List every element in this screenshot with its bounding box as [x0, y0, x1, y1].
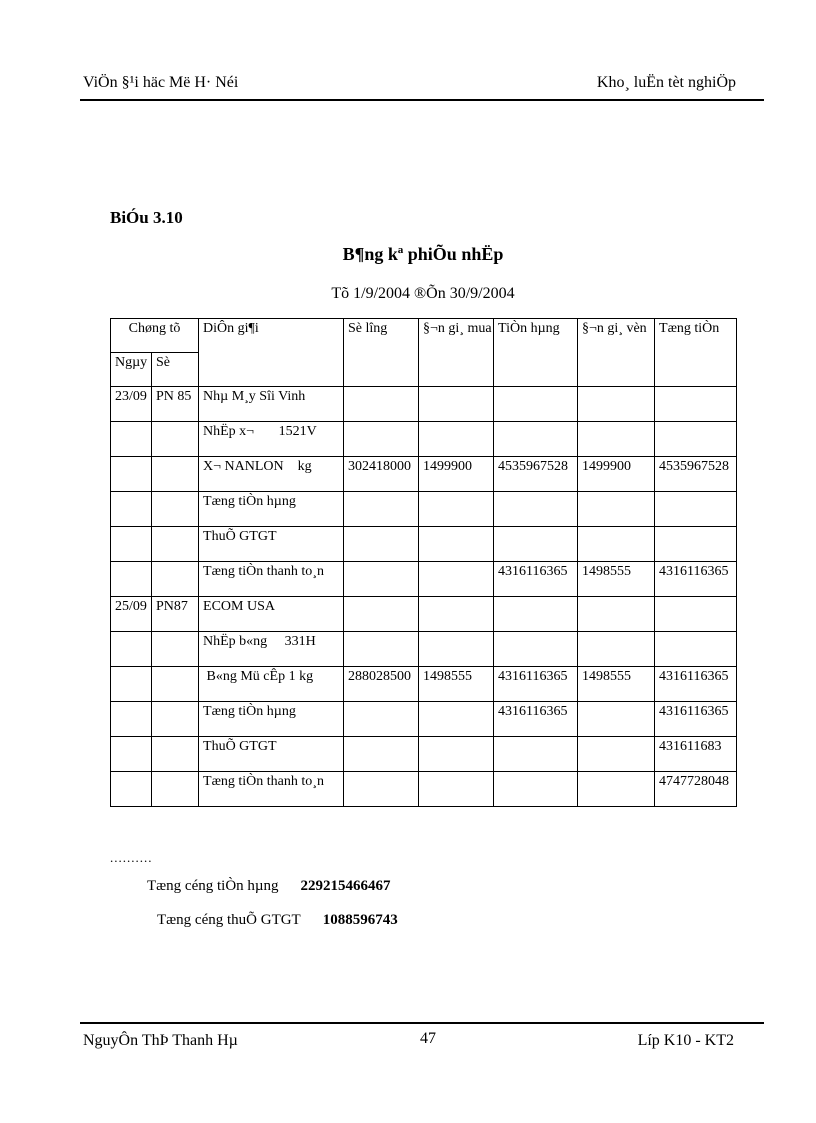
- total-goods-line: [147, 878, 391, 895]
- cell-don-gia-mua: [419, 527, 494, 562]
- cell-so: [152, 562, 199, 597]
- cell-so-luong: [344, 562, 419, 597]
- table-row: [111, 422, 737, 457]
- cell-so-luong: [344, 527, 419, 562]
- cell-dien-giai: NhËp x¬ 1521V: [199, 422, 344, 457]
- table-row: [111, 597, 737, 632]
- cell-dien-giai: ECOM USA: [199, 597, 344, 632]
- cell-ngay: 23/09: [111, 387, 152, 422]
- cell-don-gia-von: 1498555: [578, 562, 655, 597]
- total-vat-label: Tæng céng thuÕ GTGT: [157, 912, 301, 928]
- cell-don-gia-von: [578, 632, 655, 667]
- table-row: [111, 527, 737, 562]
- header-divider: [80, 99, 764, 101]
- cell-so-luong: 302418000: [344, 457, 419, 492]
- cell-don-gia-mua: 1499900: [419, 457, 494, 492]
- cell-so: PN 85: [152, 387, 199, 422]
- cell-tong-tien: 4747728048: [655, 772, 737, 807]
- table-date-range: Tõ 1/9/2004 ®Õn 30/9/2004: [331, 285, 515, 302]
- cell-tien-hang: [494, 772, 578, 807]
- cell-don-gia-mua: [419, 492, 494, 527]
- cell-don-gia-mua: [419, 387, 494, 422]
- ellipsis-marker: ..........: [110, 850, 153, 865]
- header-tong-tien: Tæng tiÒn: [655, 319, 737, 387]
- cell-so-luong: [344, 702, 419, 737]
- cell-tien-hang: [494, 737, 578, 772]
- cell-ngay: [111, 492, 152, 527]
- header-institution: ViÖn §¹i häc Më H· Néi: [83, 74, 239, 91]
- ledger-body: [111, 387, 737, 807]
- header-chung-tu: Chøng tõ: [111, 319, 199, 353]
- table-row: [111, 702, 737, 737]
- cell-don-gia-von: [578, 702, 655, 737]
- header-dien-giai: DiÔn gi¶i: [199, 319, 344, 387]
- cell-tien-hang: [494, 422, 578, 457]
- header-ngay: Ngµy: [111, 353, 152, 387]
- footer-author: NguyÔn ThÞ Thanh Hµ: [83, 1032, 238, 1049]
- cell-don-gia-von: 1498555: [578, 667, 655, 702]
- cell-tong-tien: [655, 632, 737, 667]
- cell-dien-giai: Tæng tiÒn thanh to¸n: [199, 562, 344, 597]
- cell-don-gia-mua: [419, 632, 494, 667]
- cell-so-luong: [344, 387, 419, 422]
- cell-ngay: [111, 632, 152, 667]
- table-row: [111, 492, 737, 527]
- cell-tien-hang: 4316116365: [494, 667, 578, 702]
- cell-so-luong: [344, 422, 419, 457]
- total-vat-line: [157, 912, 398, 929]
- cell-tong-tien: [655, 422, 737, 457]
- cell-tong-tien: 4316116365: [655, 667, 737, 702]
- cell-ngay: [111, 527, 152, 562]
- cell-so: [152, 457, 199, 492]
- table-row: [111, 457, 737, 492]
- cell-so-luong: [344, 632, 419, 667]
- cell-so-luong: 288028500: [344, 667, 419, 702]
- cell-don-gia-von: [578, 492, 655, 527]
- cell-don-gia-mua: [419, 737, 494, 772]
- header-tien-hang: TiÒn hµng: [494, 319, 578, 387]
- cell-tong-tien: 4316116365: [655, 562, 737, 597]
- cell-so: [152, 632, 199, 667]
- cell-don-gia-von: 1499900: [578, 457, 655, 492]
- cell-dien-giai: Tæng tiÒn hµng: [199, 492, 344, 527]
- cell-ngay: [111, 422, 152, 457]
- cell-dien-giai: ThuÕ GTGT: [199, 527, 344, 562]
- cell-dien-giai: ThuÕ GTGT: [199, 737, 344, 772]
- cell-tien-hang: [494, 597, 578, 632]
- total-goods-label: Tæng céng tiÒn hµng: [147, 878, 279, 894]
- total-vat-value: 1088596743: [322, 912, 398, 928]
- header-document-type: Kho¸ luËn tèt nghiÖp: [596, 74, 736, 91]
- cell-don-gia-mua: [419, 702, 494, 737]
- header-don-gia-von: §¬n gi¸ vèn: [578, 319, 655, 387]
- table-row: [111, 562, 737, 597]
- cell-tong-tien: [655, 387, 737, 422]
- table-row: [111, 772, 737, 807]
- cell-dien-giai: B«ng Mü cÊp 1 kg: [199, 667, 344, 702]
- cell-dien-giai: X¬ NANLON kg: [199, 457, 344, 492]
- footer-divider: [80, 1022, 764, 1024]
- cell-don-gia-mua: 1498555: [419, 667, 494, 702]
- cell-don-gia-mua: [419, 772, 494, 807]
- cell-don-gia-von: [578, 422, 655, 457]
- table-row: [111, 667, 737, 702]
- cell-so-luong: [344, 492, 419, 527]
- cell-tien-hang: 4316116365: [494, 562, 578, 597]
- table-row: [111, 387, 737, 422]
- footer-class: Líp K10 - KT2: [637, 1032, 734, 1049]
- cell-so: [152, 772, 199, 807]
- cell-don-gia-von: [578, 597, 655, 632]
- table-row: [111, 632, 737, 667]
- header-so: Sè: [152, 353, 199, 387]
- cell-don-gia-von: [578, 387, 655, 422]
- cell-dien-giai: Tæng tiÒn hµng: [199, 702, 344, 737]
- cell-so-luong: [344, 737, 419, 772]
- cell-tong-tien: 431611683: [655, 737, 737, 772]
- cell-ngay: [111, 562, 152, 597]
- cell-tong-tien: [655, 597, 737, 632]
- cell-ngay: [111, 667, 152, 702]
- cell-ngay: 25/09: [111, 597, 152, 632]
- cell-tong-tien: 4316116365: [655, 702, 737, 737]
- receipt-ledger-table: [110, 318, 737, 807]
- cell-so: [152, 492, 199, 527]
- cell-ngay: [111, 737, 152, 772]
- cell-tien-hang: [494, 632, 578, 667]
- cell-don-gia-mua: [419, 597, 494, 632]
- cell-don-gia-mua: [419, 422, 494, 457]
- cell-tien-hang: 4316116365: [494, 702, 578, 737]
- cell-ngay: [111, 702, 152, 737]
- header-don-gia-mua: §¬n gi¸ mua: [419, 319, 494, 387]
- cell-so: [152, 527, 199, 562]
- total-goods-value: 229215466467: [300, 878, 391, 894]
- cell-tien-hang: 4535967528: [494, 457, 578, 492]
- cell-dien-giai: Tæng tiÒn thanh to¸n: [199, 772, 344, 807]
- cell-tong-tien: 4535967528: [655, 457, 737, 492]
- table-title: B¶ng kª phiÕu nhËp: [342, 244, 504, 264]
- cell-so: [152, 737, 199, 772]
- cell-so: PN87: [152, 597, 199, 632]
- cell-don-gia-von: [578, 737, 655, 772]
- cell-don-gia-von: [578, 527, 655, 562]
- cell-so: [152, 422, 199, 457]
- cell-tien-hang: [494, 387, 578, 422]
- cell-tong-tien: [655, 527, 737, 562]
- cell-so-luong: [344, 597, 419, 632]
- table-row: [111, 737, 737, 772]
- cell-ngay: [111, 457, 152, 492]
- cell-tong-tien: [655, 492, 737, 527]
- cell-ngay: [111, 772, 152, 807]
- cell-don-gia-mua: [419, 562, 494, 597]
- figure-label: BiÓu 3.10: [110, 208, 183, 227]
- header-so-luong: Sè lîng: [344, 319, 419, 387]
- cell-so: [152, 702, 199, 737]
- cell-tien-hang: [494, 527, 578, 562]
- cell-so-luong: [344, 772, 419, 807]
- cell-don-gia-von: [578, 772, 655, 807]
- cell-dien-giai: Nhµ M¸y Sîi Vinh: [199, 387, 344, 422]
- cell-dien-giai: NhËp b«ng 331H: [199, 632, 344, 667]
- page-number: 47: [420, 1030, 436, 1047]
- cell-so: [152, 667, 199, 702]
- cell-tien-hang: [494, 492, 578, 527]
